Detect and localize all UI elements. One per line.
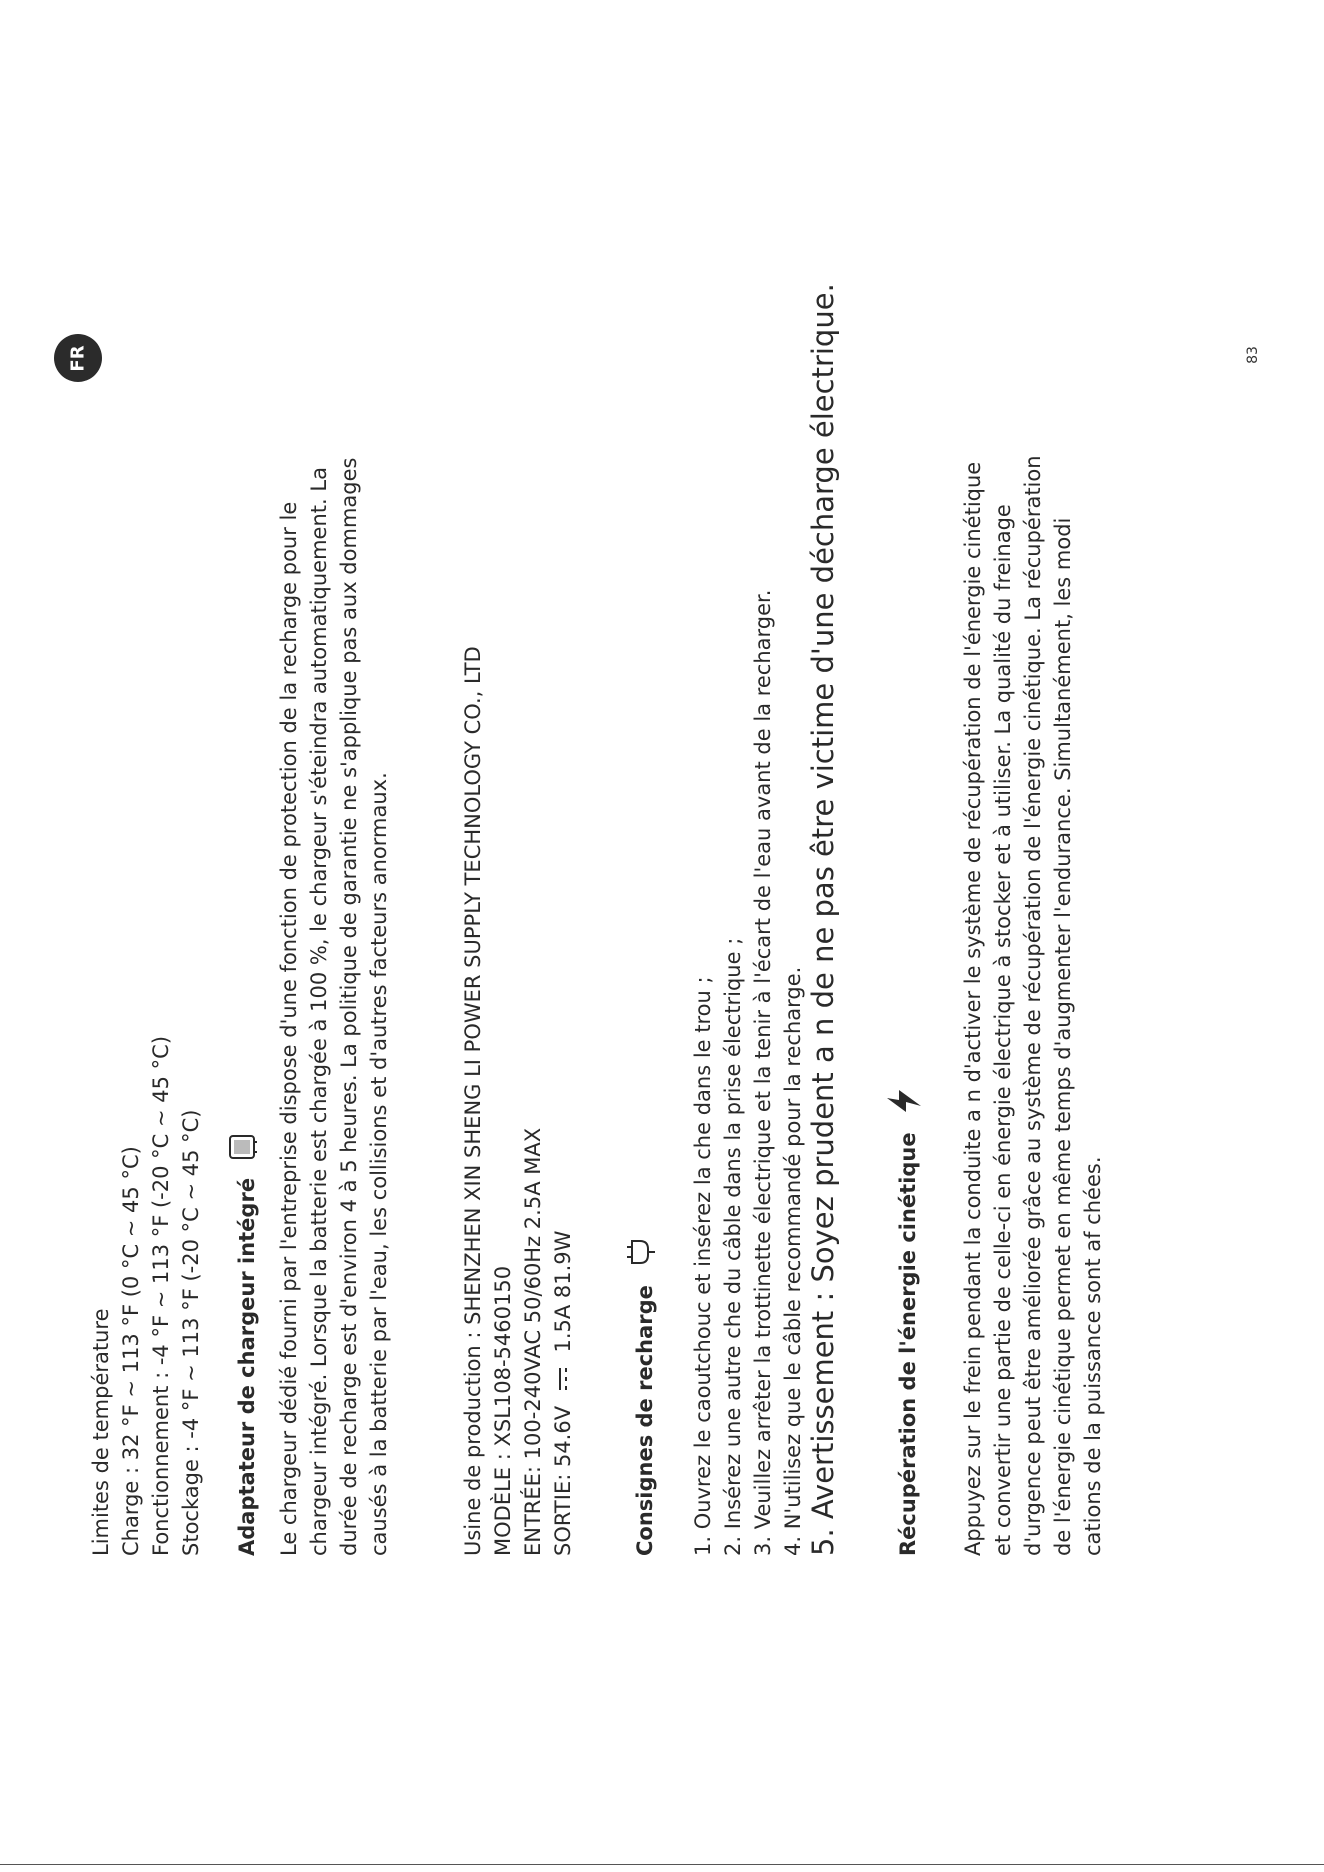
spec-input: ENTRÉE: 100-240VAC 50/60Hz 2.5A MAX (521, 1127, 545, 1556)
recharge-heading-text: Consignes de recharge (633, 1285, 657, 1556)
temperature-operation: Fonctionnement : -4 °F ~ 113 °F (-20 °C ~ 45 °C) (149, 1035, 173, 1556)
charger-heading (228, 396, 266, 1556)
plug-icon (626, 1235, 664, 1269)
kinetic-heading (886, 396, 930, 1556)
temperature-title: Limites de température (89, 1308, 113, 1556)
lightning-icon (886, 1086, 930, 1116)
recharge-steps (688, 283, 840, 1556)
recharge-section (626, 283, 840, 1556)
spec-output-prefix: SORTIE: 54.6V (551, 1405, 575, 1556)
recharge-step: 4. N'utilisez que le câble recommandé pour la recharge. (781, 966, 805, 1556)
charger-paragraph: Le chargeur dédié fourni par l'entreprise dispose d'une fonction de protection de la recharge pour le chargeur intégré. Lorsque la batterie est chargée à 100 %, le chargeur s'éteindra automatiquement. La durée de recharge est d'environ 4 à 5 heures. La politique de garantie ne s'applique pas aux dommages causés à la batterie par l'eau, les collisions et d'autres facteurs anormaux. (277, 457, 391, 1556)
language-badge (54, 334, 102, 382)
recharge-step: 3. Veuillez arrêter la trottinette électrique et la tenir à l'écart de l'eau avant de la recharger. (751, 589, 775, 1556)
recharge-step: 1. Ouvrez le caoutchouc et insérez la che dans le trou ; (691, 976, 715, 1556)
recharge-warning: 5. Avertissement : Soyez prudent a n de ne pas être victime d'une décharge électrique. (806, 283, 840, 1556)
kinetic-heading-text: Récupération de l'énergie cinétique (896, 1132, 920, 1556)
spec-output (548, 396, 578, 1556)
kinetic-paragraph: Appuyez sur le frein pendant la conduite a n d'activer le système de récupération de l'énergie cinétique et convertir une partie de celle-ci en énergie électrique à stocker et à utiliser. La qualité du freinage d'urgence peut être améliorée grâce au système de récupération de l'énergie cinétique. La récupération de l'énergie cinétique permet en même temps d'augmenter l'endurance. Simultanément, les modi cations de la puissance sont af chées. (961, 455, 1105, 1556)
kinetic-section (886, 396, 1108, 1556)
temperature-storage: Stockage : -4 °F ~ 113 °F (-20 °C ~ 45 °C) (179, 1109, 203, 1556)
manual-page-content (86, 283, 1105, 1556)
language-label: FR (67, 344, 89, 372)
footer-rule (0, 1864, 1324, 1865)
charger-icon (228, 1132, 266, 1162)
temperature-charge: Charge : 32 °F ~ 113 °F (0 °C ~ 45 °C) (119, 1146, 143, 1556)
spec-output-suffix: 1.5A 81.9W (551, 1230, 575, 1353)
page-number (1238, 340, 1268, 370)
page-number-label: 83 (1244, 346, 1261, 364)
spec-model: MODÈLE : XSL108-5460150 (491, 1265, 515, 1556)
charger-heading-text: Adaptateur de chargeur intégré (235, 1177, 259, 1556)
dc-symbol-icon (548, 1367, 578, 1391)
charger-specs (458, 396, 578, 1556)
temperature-section (86, 396, 206, 1556)
recharge-heading (626, 396, 664, 1556)
spec-factory: Usine de production : SHENZHEN XIN SHENG LI POWER SUPPLY TECHNOLOGY CO., LTD (461, 646, 485, 1556)
recharge-step: 2. Insérez une autre che du câble dans la prise électrique ; (721, 937, 745, 1556)
charger-section (228, 396, 394, 1556)
